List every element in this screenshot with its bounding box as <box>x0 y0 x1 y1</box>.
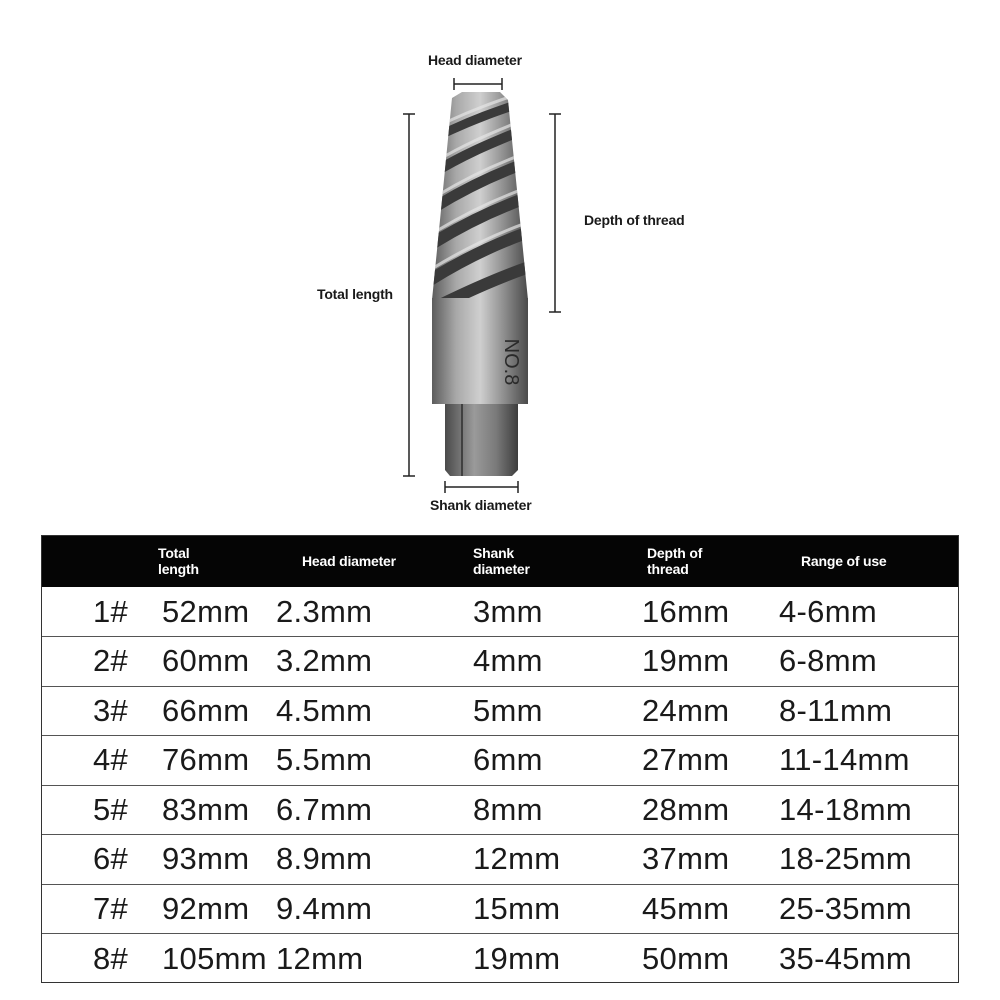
header-size <box>41 535 97 587</box>
header-depth-of-thread: Depth of thread <box>647 545 703 577</box>
depth-of-thread-label: Depth of thread <box>584 212 685 228</box>
depth-of-thread-cell: 24mm <box>642 692 730 728</box>
total-length-cell: 60mm <box>162 643 250 679</box>
header-range-of-use: Range of use <box>801 553 887 569</box>
depth-of-thread-cell: 27mm <box>642 742 730 778</box>
extractor-square-drive <box>445 404 518 476</box>
depth-of-thread-cell: 19mm <box>642 643 730 679</box>
table-header-row <box>41 535 959 587</box>
shank-diameter-cell: 4mm <box>473 643 543 679</box>
head-diameter-cell: 6.7mm <box>276 791 373 827</box>
table-row <box>41 587 959 637</box>
range-of-use-cell: 25-35mm <box>779 890 913 926</box>
specification-table <box>41 535 959 983</box>
table-row <box>41 686 959 736</box>
head-diameter-cell: 2.3mm <box>276 593 373 629</box>
head-diameter-cell: 3.2mm <box>276 643 373 679</box>
size-cell: 7# <box>93 890 129 926</box>
header-total-length: Total length <box>158 545 199 577</box>
table-row <box>41 736 959 786</box>
shank-diameter-cell: 3mm <box>473 593 543 629</box>
tool-marking: NO.8 <box>500 338 522 386</box>
depth-of-thread-cell: 45mm <box>642 890 730 926</box>
shank-diameter-cell: 6mm <box>473 742 543 778</box>
head-diameter-cell: 8.9mm <box>276 841 373 877</box>
size-cell: 2# <box>93 643 129 679</box>
table-row <box>41 934 959 984</box>
header-head-diameter: Head diameter <box>302 553 396 569</box>
total-length-cell: 76mm <box>162 742 250 778</box>
depth-of-thread-cell: 28mm <box>642 791 730 827</box>
total-length-label: Total length <box>317 286 393 302</box>
depth-of-thread-cell: 50mm <box>642 940 730 976</box>
range-of-use-cell: 4-6mm <box>779 593 877 629</box>
shank-diameter-cell: 5mm <box>473 692 543 728</box>
head-diameter-cell: 5.5mm <box>276 742 373 778</box>
head-diameter-cell: 9.4mm <box>276 890 373 926</box>
total-length-cell: 92mm <box>162 890 250 926</box>
shank-diameter-cell: 19mm <box>473 940 561 976</box>
total-length-cell: 52mm <box>162 593 250 629</box>
size-cell: 5# <box>93 791 129 827</box>
shank-diameter-cell: 8mm <box>473 791 543 827</box>
shank-diameter-cell: 12mm <box>473 841 561 877</box>
size-cell: 6# <box>93 841 129 877</box>
shank-diameter-label: Shank diameter <box>430 497 532 513</box>
range-of-use-cell: 8-11mm <box>779 692 893 728</box>
size-cell: 3# <box>93 692 129 728</box>
total-length-cell: 93mm <box>162 841 250 877</box>
total-length-cell: 105mm <box>162 940 267 976</box>
size-cell: 1# <box>93 593 129 629</box>
table-row <box>41 884 959 934</box>
shank-diameter-cell: 15mm <box>473 890 561 926</box>
total-length-cell: 66mm <box>162 692 250 728</box>
depth-of-thread-cell: 16mm <box>642 593 730 629</box>
total-length-cell: 83mm <box>162 791 250 827</box>
depth-of-thread-cell: 37mm <box>642 841 730 877</box>
size-cell: 4# <box>93 742 129 778</box>
range-of-use-cell: 35-45mm <box>779 940 913 976</box>
table-row <box>41 785 959 835</box>
head-diameter-cell: 4.5mm <box>276 692 373 728</box>
head-diameter-label: Head diameter <box>428 52 522 68</box>
size-cell: 8# <box>93 940 129 976</box>
range-of-use-cell: 6-8mm <box>779 643 877 679</box>
range-of-use-cell: 18-25mm <box>779 841 913 877</box>
table-row <box>41 637 959 687</box>
range-of-use-cell: 11-14mm <box>779 742 910 778</box>
table-row <box>41 835 959 885</box>
head-diameter-cell: 12mm <box>276 940 364 976</box>
header-shank-diameter: Shank diameter <box>473 545 530 577</box>
range-of-use-cell: 14-18mm <box>779 791 913 827</box>
